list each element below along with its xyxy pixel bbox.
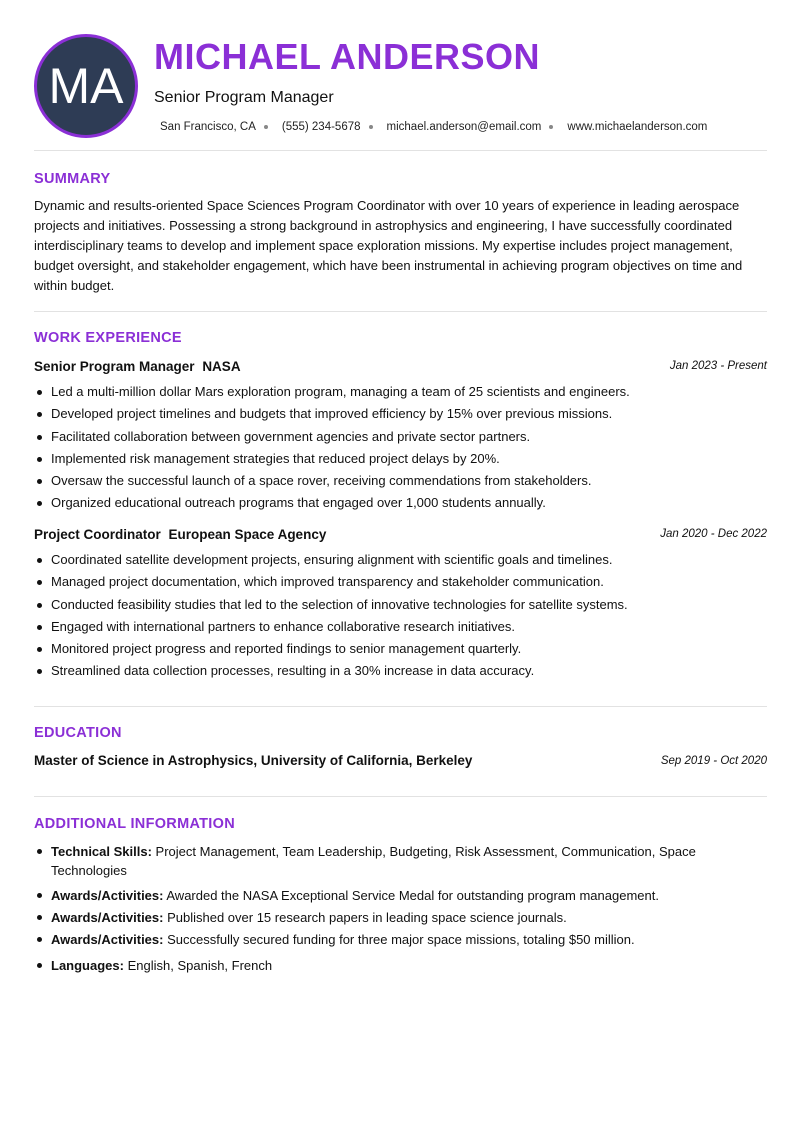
contact-phone: (555) 234-5678 (281, 121, 361, 133)
job-role: Project Coordinator (34, 527, 161, 542)
job-bullets (34, 549, 767, 683)
job-header (34, 359, 767, 374)
job-bullets (34, 381, 767, 515)
list-item: Facilitated collaboration between government agencies and private sector partners. (34, 426, 767, 448)
divider (34, 796, 767, 797)
divider (34, 311, 767, 312)
list-item (34, 886, 734, 905)
contact-bar (160, 121, 707, 133)
info-text: Project Management, Team Leadership, Budgeting, Risk Assessment, Communication, Space Technologies (51, 844, 696, 878)
info-label: Awards/Activities: (51, 888, 164, 903)
additional-info-heading: ADDITIONAL INFORMATION (34, 816, 235, 832)
divider (34, 706, 767, 707)
additional-info-list (34, 842, 734, 880)
list-item: Coordinated satellite development projects, ensuring alignment with scientific goals and timelines. (34, 549, 767, 571)
additional-info-list (34, 956, 734, 975)
contact-website[interactable]: www.michaelanderson.com (567, 121, 708, 133)
list-item (34, 842, 734, 880)
list-item: Organized educational outreach programs that engaged over 1,000 students annually. (34, 492, 767, 514)
education-entry (34, 753, 767, 768)
summary-heading: SUMMARY (34, 171, 111, 187)
contact-location: San Francisco, CA (160, 121, 256, 133)
info-text: English, Spanish, French (127, 958, 273, 973)
info-text: Successfully secured funding for three major space missions, totaling $50 million. (167, 932, 635, 947)
info-label: Awards/Activities: (51, 910, 164, 925)
education-heading: EDUCATION (34, 725, 122, 741)
contact-email[interactable]: michael.anderson@email.com (386, 121, 542, 133)
summary-text: Dynamic and results-oriented Space Sciences Program Coordinator with over 10 years of experience in leading aerospace projects and initiatives. Possessing a strong background in astrophysics and engineering, I have successfully coordinated interdisciplinary teams to develop and implement space exploration missions. My expertise includes project management, budget oversight, and stakeholder engagement, which have been instrumental in achieving program objectives on time and within budget. (34, 198, 743, 293)
separator-dot-icon (549, 125, 553, 129)
job-dates: Jan 2023 - Present (669, 360, 767, 372)
additional-info-list (34, 930, 734, 949)
info-text: Awarded the NASA Exceptional Service Medal for outstanding program management. (166, 888, 659, 903)
candidate-title: Senior Program Manager (154, 89, 334, 106)
list-item (34, 908, 734, 927)
separator-dot-icon (264, 125, 268, 129)
list-item: Conducted feasibility studies that led to the selection of innovative technologies for satellite systems. (34, 594, 767, 616)
education-dates: Sep 2019 - Oct 2020 (660, 755, 767, 767)
list-item: Engaged with international partners to enhance collaborative research initiatives. (34, 616, 767, 638)
additional-info-list (34, 886, 734, 905)
info-label: Awards/Activities: (51, 932, 164, 947)
list-item: Implemented risk management strategies that reduced project delays by 20%. (34, 448, 767, 470)
job-role: Senior Program Manager (34, 359, 195, 374)
separator-dot-icon (369, 125, 373, 129)
divider (34, 150, 767, 151)
list-item: Managed project documentation, which improved transparency and stakeholder communication. (34, 571, 767, 593)
info-label: Technical Skills: (51, 844, 152, 859)
candidate-name: MICHAEL ANDERSON (154, 36, 541, 77)
list-item (34, 930, 734, 949)
list-item: Led a multi-million dollar Mars exploration program, managing a team of 25 scientists and engineers. (34, 381, 767, 403)
avatar-initials: MA (48, 58, 124, 114)
avatar (34, 34, 138, 138)
list-item (34, 956, 734, 975)
job-company: European Space Agency (168, 527, 327, 542)
additional-info-list (34, 908, 734, 927)
job-dates: Jan 2020 - Dec 2022 (660, 528, 767, 540)
list-item: Developed project timelines and budgets that improved efficiency by 15% over previous missions. (34, 403, 767, 425)
list-item: Streamlined data collection processes, resulting in a 30% increase in data accuracy. (34, 660, 767, 682)
job-company: NASA (202, 359, 241, 374)
job-header (34, 527, 767, 542)
list-item: Monitored project progress and reported findings to senior management quarterly. (34, 638, 767, 660)
education-degree: Master of Science in Astrophysics, University of California, Berkeley (34, 753, 473, 768)
info-label: Languages: (51, 958, 124, 973)
list-item: Oversaw the successful launch of a space rover, receiving commendations from stakeholders. (34, 470, 767, 492)
info-text: Published over 15 research papers in leading space science journals. (167, 910, 567, 925)
work-experience-heading: WORK EXPERIENCE (34, 330, 182, 346)
